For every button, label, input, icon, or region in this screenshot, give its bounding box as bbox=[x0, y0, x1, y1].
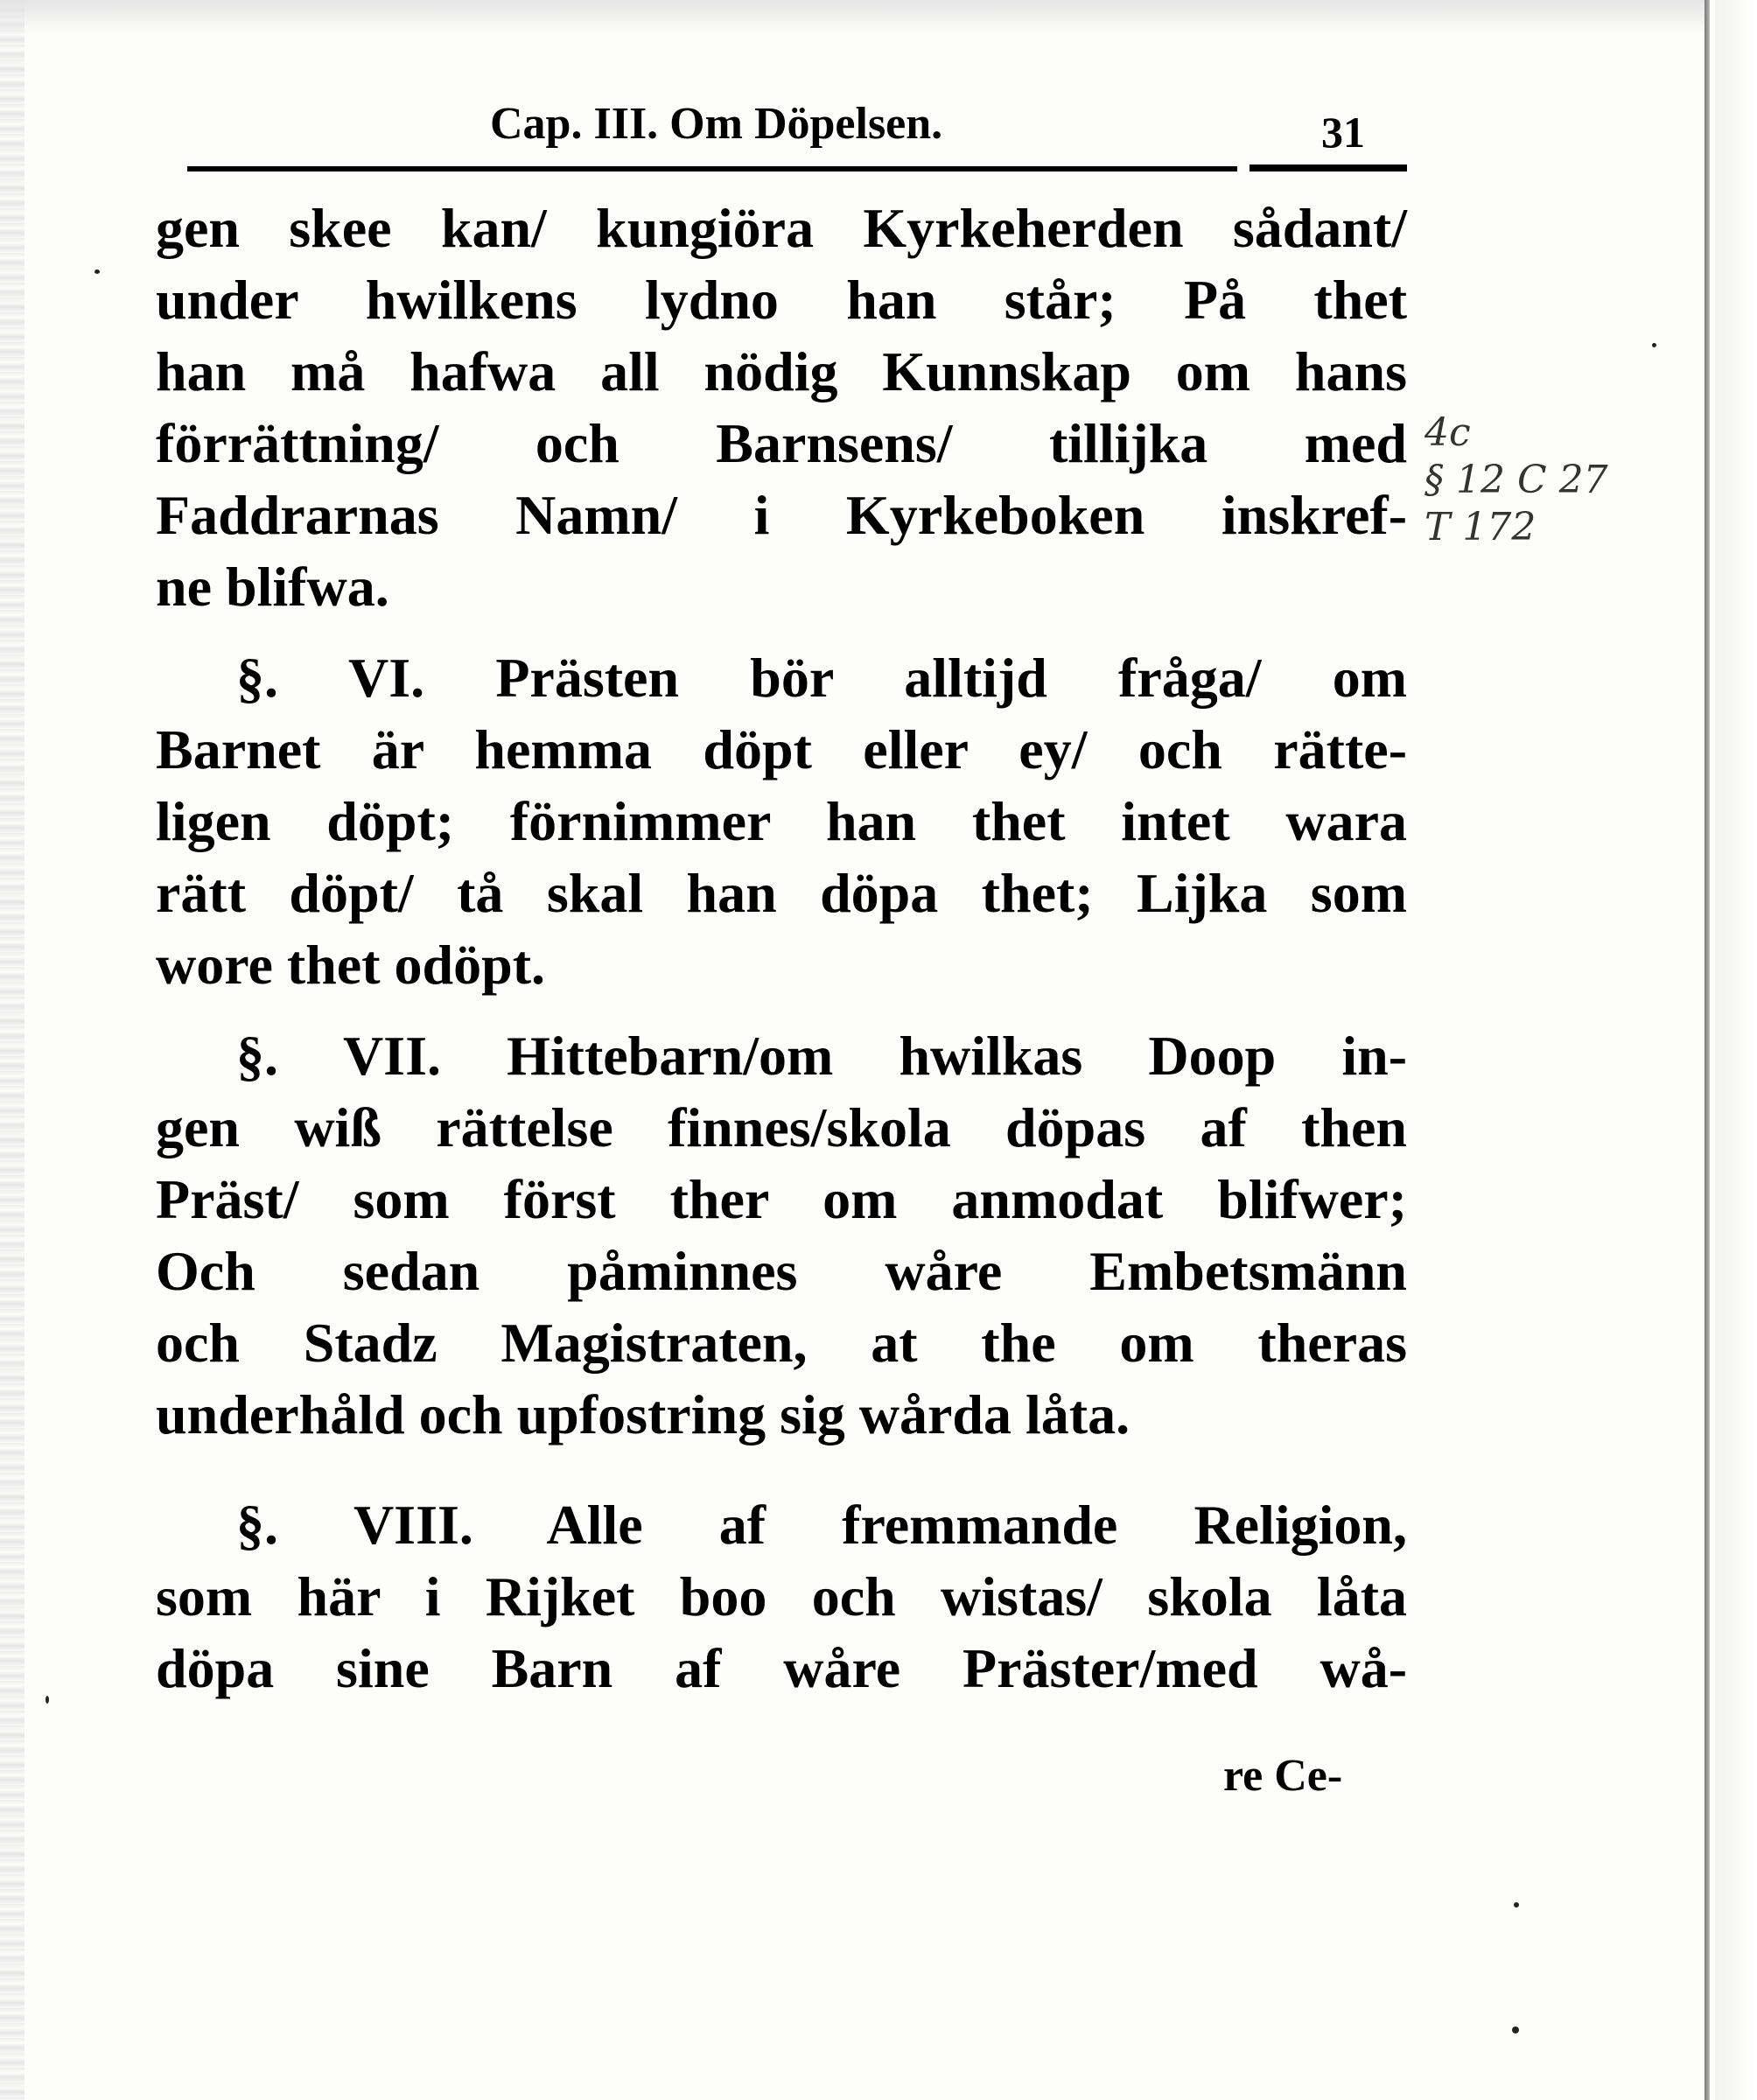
page-number: 31 bbox=[1321, 108, 1365, 157]
header-rule bbox=[187, 166, 1237, 172]
page-gutter-shadow bbox=[1704, 0, 1710, 2100]
next-page-edge bbox=[1715, 0, 1757, 2100]
page-top-shadow bbox=[0, 0, 1706, 35]
text-line: förrättning/ och Barnsens/ tillijka med bbox=[156, 412, 1407, 474]
paragraph-section-8 bbox=[156, 1489, 1407, 1704]
text-line: underhåld och upfostring sig wårda låta. bbox=[156, 1383, 1130, 1446]
text-line: ligen döpt; förnimmer han thet intet wara bbox=[156, 790, 1407, 852]
text-line: döpa sine Barn af wåre Präster/med wå- bbox=[156, 1637, 1407, 1699]
text-line: Barnet är hemma döpt eller ey/ och rätte- bbox=[156, 718, 1407, 780]
text-line: och Stadz Magistraten, at the om theras bbox=[156, 1312, 1407, 1374]
page-left-edge bbox=[0, 0, 24, 2100]
paragraph-continuation bbox=[156, 192, 1407, 623]
text-line: under hwilkens lydno han står; På thet bbox=[156, 269, 1407, 331]
body-text bbox=[156, 192, 1407, 1704]
header-rule-short bbox=[1250, 164, 1407, 172]
text-line: Präst/ som först ther om anmodat blifwer; bbox=[156, 1168, 1407, 1230]
text-line: som här i Rijket boo och wistas/ skola låta bbox=[156, 1565, 1407, 1628]
margin-note-line: § 12 C 27 bbox=[1424, 458, 1608, 502]
text-line: gen skee kan/ kungiöra Kyrkeherden sådant/ bbox=[156, 197, 1407, 259]
text-line: §. VI. Prästen bör alltijd fråga/ om bbox=[236, 647, 1407, 709]
ink-speck bbox=[46, 1696, 49, 1704]
text-line: han må hafwa all nödig Kunnskap om hans bbox=[156, 340, 1407, 402]
ink-speck bbox=[1514, 1902, 1519, 1908]
text-line: §. VIII. Alle af fremmande Religion, bbox=[236, 1494, 1407, 1556]
catchword: re Ce- bbox=[1223, 1751, 1343, 1801]
paragraph-section-7 bbox=[156, 1020, 1407, 1451]
ink-speck bbox=[1652, 343, 1656, 347]
running-head: Cap. III. Om Döpelsen. bbox=[490, 99, 943, 149]
text-line: gen wiß rättelse finnes/skola döpas af then bbox=[156, 1096, 1407, 1158]
text-line: wore thet odöpt. bbox=[156, 934, 545, 996]
text-line: Och sedan påminnes wåre Embetsmänn bbox=[156, 1240, 1407, 1302]
margin-note-line: 4c bbox=[1424, 410, 1471, 455]
text-line: ne blifwa. bbox=[156, 556, 389, 618]
text-line: rätt döpt/ tå skal han döpa thet; Lijka som bbox=[156, 862, 1407, 924]
ink-speck bbox=[1512, 2026, 1519, 2034]
text-line: §. VII. Hittebarn/om hwilkas Doop in- bbox=[236, 1025, 1407, 1087]
handwritten-margin-note bbox=[1424, 410, 1678, 551]
page-header bbox=[490, 98, 1409, 159]
paragraph-section-6 bbox=[156, 642, 1407, 1001]
text-line: Faddrarnas Namn/ i Kyrkeboken inskref- bbox=[156, 484, 1407, 546]
margin-note-line: T 172 bbox=[1424, 505, 1536, 550]
ink-speck bbox=[94, 270, 100, 274]
